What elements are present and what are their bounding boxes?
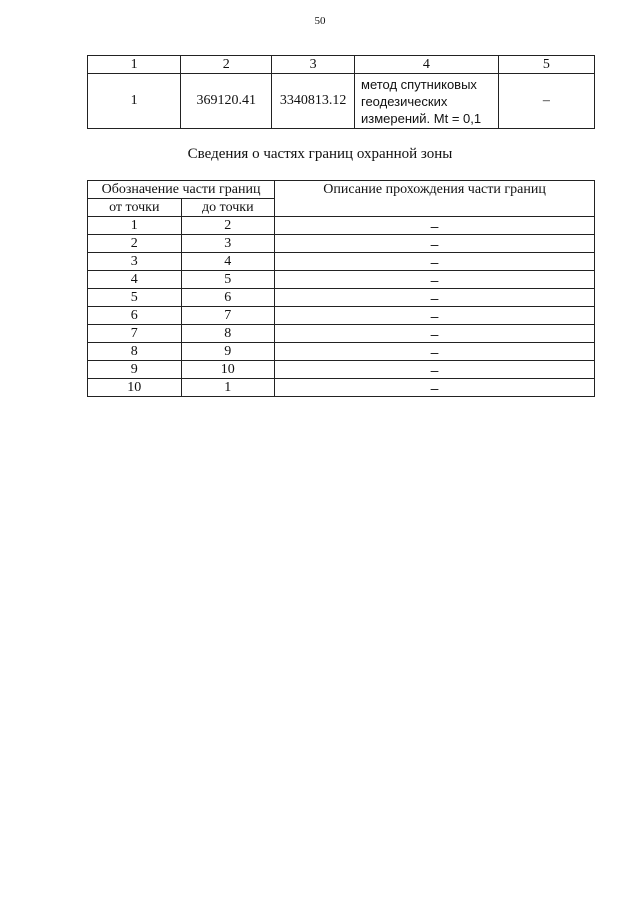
description-cell: –	[275, 289, 595, 307]
description-cell: –	[275, 379, 595, 397]
from-point-cell: 3	[88, 253, 182, 271]
header-col-5: 5	[498, 56, 594, 74]
table-row	[88, 307, 595, 325]
coordinates-table	[87, 55, 595, 129]
description-cell: –	[275, 271, 595, 289]
header-to-cell: до точки	[181, 199, 275, 217]
from-point-cell: 4	[88, 271, 182, 289]
table-row	[88, 217, 595, 235]
to-point-cell: 6	[181, 289, 275, 307]
to-point-cell: 3	[181, 235, 275, 253]
description-cell: –	[275, 325, 595, 343]
header-group-cell: Обозначение части границ	[88, 181, 275, 199]
description-cell: –	[275, 361, 595, 379]
from-point-cell: 8	[88, 343, 182, 361]
table-row	[88, 253, 595, 271]
method-cell	[355, 74, 499, 129]
to-point-cell: 7	[181, 307, 275, 325]
to-point-cell: 9	[181, 343, 275, 361]
table-row	[88, 271, 595, 289]
method-line: метод спутниковых	[361, 76, 477, 92]
description-cell: –	[275, 235, 595, 253]
from-point-cell: 6	[88, 307, 182, 325]
page-number: 50	[314, 15, 326, 27]
section-title: Сведения о частях границ охранной зоны	[187, 146, 453, 162]
header-col-2: 2	[181, 56, 272, 74]
header-from-cell: от точки	[88, 199, 182, 217]
header-col-3: 3	[272, 56, 355, 74]
to-point-cell: 8	[181, 325, 275, 343]
to-point-cell: 1	[181, 379, 275, 397]
from-point-cell: 10	[88, 379, 182, 397]
to-point-cell: 4	[181, 253, 275, 271]
from-point-cell: 2	[88, 235, 182, 253]
to-point-cell: 5	[181, 271, 275, 289]
x-coordinate-cell: 369120.41	[181, 74, 272, 129]
table-row	[88, 325, 595, 343]
y-coordinate-cell: 3340813.12	[272, 74, 355, 129]
description-cell: –	[275, 307, 595, 325]
table-row	[88, 235, 595, 253]
header-col-4: 4	[355, 56, 499, 74]
table-row	[88, 361, 595, 379]
parts-header-row	[88, 181, 595, 199]
from-point-cell: 1	[88, 217, 182, 235]
header-desc-cell: Описание прохождения части границ	[275, 181, 595, 217]
to-point-cell: 2	[181, 217, 275, 235]
table-row	[88, 379, 595, 397]
point-number-cell: 1	[88, 74, 181, 129]
coordinates-header-row	[88, 56, 595, 74]
table-row	[88, 343, 595, 361]
note-cell: –	[498, 74, 594, 129]
coordinates-row	[88, 74, 595, 129]
boundary-parts-table	[87, 180, 595, 397]
from-point-cell: 7	[88, 325, 182, 343]
description-cell: –	[275, 217, 595, 235]
from-point-cell: 5	[88, 289, 182, 307]
header-col-1: 1	[88, 56, 181, 74]
method-line: геодезических	[361, 93, 448, 109]
method-line: измерений. Mt = 0,1	[361, 110, 482, 126]
table-row	[88, 289, 595, 307]
description-cell: –	[275, 253, 595, 271]
parts-table-body	[88, 217, 595, 397]
description-cell: –	[275, 343, 595, 361]
from-point-cell: 9	[88, 361, 182, 379]
to-point-cell: 10	[181, 361, 275, 379]
